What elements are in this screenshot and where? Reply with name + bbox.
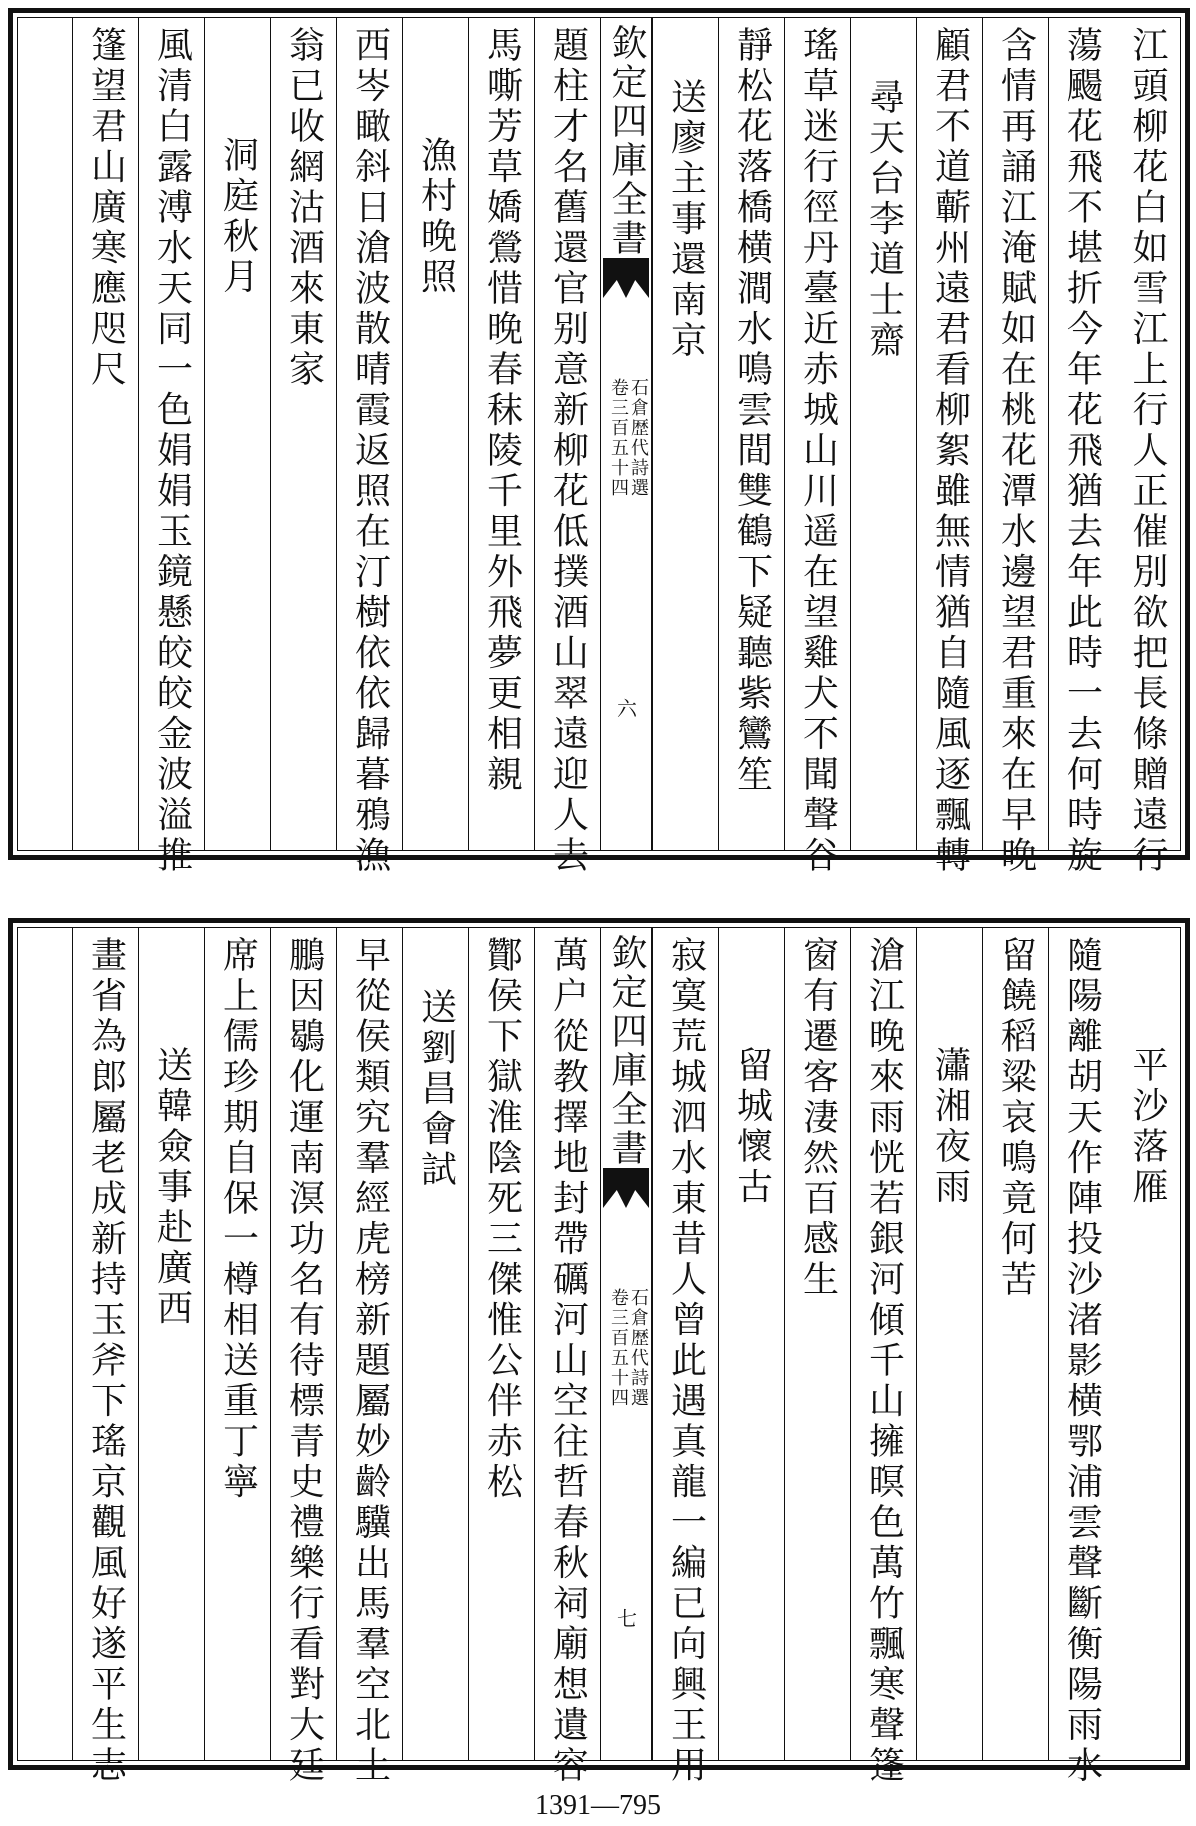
column-text: 滄江晚來雨恍若銀河傾千山擁暝色萬竹飄寒聲篷 <box>863 936 905 1787</box>
poem-title: 平沙落雁 <box>1127 1046 1168 1208</box>
poem-title: 送廖主事還南京 <box>665 78 707 362</box>
leaf-number: 六 <box>613 698 638 718</box>
lower-page-text-area <box>17 927 1181 1787</box>
text-column <box>270 18 336 850</box>
text-column <box>204 928 270 1760</box>
column-text: 窗有遷客淒然百感生 <box>797 936 839 1301</box>
lower-page-frame <box>8 918 1190 1787</box>
poem-title-column <box>850 18 916 850</box>
upper-page-frame <box>8 8 1190 877</box>
poem-title-column <box>718 928 784 1760</box>
poem-title-column <box>138 928 204 1760</box>
text-column <box>916 18 982 877</box>
poem-title-column <box>1114 928 1180 1760</box>
column-text: 靜松花落橋横澗水鳴雲間雙鶴下疑聽紫鸞笙 <box>731 26 773 796</box>
volume-title: 石倉歴代詩選 <box>628 378 649 498</box>
column-text: 萬户從教擇地封帶礪河山空往哲春秋祠廟想遺容 <box>547 936 589 1787</box>
column-text: 顧君不道蘄州遠君看柳絮雖無情猶自隨風逐飄轉 <box>929 26 971 877</box>
text-column <box>138 18 204 877</box>
column-text: 席上儒珍期自保一樽相送重丁寧 <box>217 936 259 1503</box>
column-text: 題柱才名舊還官别意新柳花低撲酒山翠遠迎人去 <box>547 26 589 877</box>
text-column <box>72 18 138 850</box>
text-column <box>850 928 916 1787</box>
text-column <box>784 18 850 877</box>
page-footer-number: 1391—795 <box>535 1790 661 1821</box>
poem-title-column <box>204 18 270 850</box>
text-column <box>1048 18 1114 877</box>
text-column <box>652 928 718 1787</box>
poem-title-column <box>402 18 468 850</box>
poem-title: 洞庭秋月 <box>217 136 259 298</box>
upper-page-text-area <box>17 17 1181 877</box>
poem-title: 留城懷古 <box>731 1046 773 1208</box>
fish-tail-mark-icon <box>603 1168 649 1208</box>
text-column <box>982 18 1048 877</box>
column-text: 風清白露溥水天同一色娟娟玉鏡懸皎皎金波溢推 <box>151 26 193 877</box>
page-center-column <box>600 928 652 1760</box>
column-text: 篷望君山廣寒應咫尺 <box>85 26 127 391</box>
text-column <box>468 18 534 850</box>
column-text: 馬嘶芳草嬌鶯惜晚春秣陵千里外飛夢更相親 <box>481 26 523 796</box>
column-text: 隨陽離胡天作陣投沙渚影横鄂浦雲聲斷衡陽雨水 <box>1061 936 1103 1787</box>
text-column <box>718 18 784 850</box>
column-text: 江頭柳花白如雪江上行人正催別欲把長條贈遠行 <box>1127 26 1168 877</box>
column-text: 畫省為郎屬老成新持玉斧下瑤京觀風好遂平生志 <box>85 936 127 1787</box>
book-title: 欽定四庫全書 <box>606 24 647 258</box>
text-column <box>1048 928 1114 1787</box>
column-text: 西岑瞰斜日滄波散晴霞返照在汀樹依依歸暮鴉漁 <box>349 26 391 877</box>
text-column <box>534 18 600 877</box>
page-center-column <box>600 18 652 850</box>
text-column <box>336 18 402 877</box>
juan-number: 卷三百五十四 <box>608 1288 629 1408</box>
text-column <box>1114 18 1180 877</box>
text-column <box>72 928 138 1787</box>
column-text: 蕩颺花飛不堪折今年花飛猶去年此時一去何時旋 <box>1061 26 1103 877</box>
column-text: 留饒稻粱哀鳴竟何苦 <box>995 936 1037 1301</box>
text-column <box>534 928 600 1787</box>
poem-title: 尋天台李道士齋 <box>863 78 905 362</box>
column-text: 早從侯類究羣經虎榜新題屬妙齡驥出馬羣空北土 <box>349 936 391 1787</box>
juan-number: 卷三百五十四 <box>608 378 629 498</box>
fish-tail-mark-icon <box>603 258 649 298</box>
poem-title-column <box>652 18 718 850</box>
text-column <box>468 928 534 1760</box>
book-title: 欽定四庫全書 <box>606 934 647 1168</box>
text-column <box>336 928 402 1787</box>
column-text: 翁已收網沽酒來東家 <box>283 26 325 391</box>
volume-title: 石倉歴代詩選 <box>628 1288 649 1408</box>
poem-title: 送劉昌會試 <box>415 988 457 1191</box>
poem-title-column <box>402 928 468 1760</box>
leaf-number: 七 <box>613 1608 638 1628</box>
poem-title: 送韓僉事赴廣西 <box>151 1046 193 1330</box>
column-text: 寂寞荒城泗水東昔人曾此遇真龍一編已向興王用 <box>665 936 707 1787</box>
text-column <box>982 928 1048 1760</box>
column-text: 鵬因鶡化運南溟功名有待標青史禮樂行看對大廷 <box>283 936 325 1787</box>
poem-title: 漁村晚照 <box>415 136 457 298</box>
text-column <box>784 928 850 1760</box>
poem-title-column <box>916 928 982 1760</box>
text-column <box>270 928 336 1787</box>
poem-title: 瀟湘夜雨 <box>929 1046 971 1208</box>
column-text: 含情再誦江淹賦如在桃花潭水邊望君重來在早晚 <box>995 26 1037 877</box>
column-text: 酇侯下獄淮陰死三傑惟公伴赤松 <box>481 936 523 1503</box>
column-text: 瑤草迷行徑丹臺近赤城山川遥在望雞犬不聞聲谷 <box>797 26 839 877</box>
